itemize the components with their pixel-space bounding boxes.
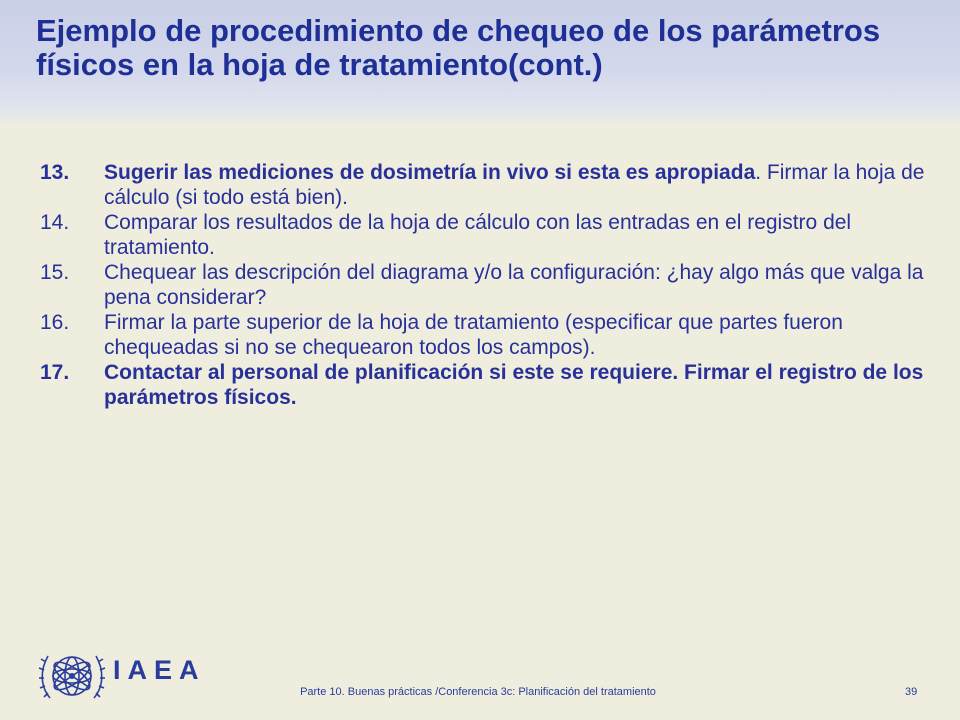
item-plain-text: Chequear las descripción del diagrama y/o la configuración: ¿hay algo más que valga la pena considerar? bbox=[104, 261, 924, 309]
iaea-emblem-icon bbox=[38, 640, 106, 706]
procedure-list bbox=[40, 160, 930, 410]
item-bold-text: Contactar al personal de planificación si este se requiere. Firmar el registro de los parámetros físicos. bbox=[104, 361, 924, 409]
item-number: 14. bbox=[40, 211, 70, 234]
list-item bbox=[40, 210, 930, 260]
item-bold-text: Sugerir las mediciones de dosimetría in vivo si esta es apropiada bbox=[104, 161, 756, 184]
item-text bbox=[104, 160, 930, 210]
item-text bbox=[104, 260, 930, 310]
list-item bbox=[40, 160, 930, 210]
item-text bbox=[104, 210, 930, 260]
item-plain-text: Firmar la parte superior de la hoja de tratamiento (especificar que partes fueron chequeadas si no se chequearon todos los campos). bbox=[104, 311, 843, 359]
item-number: 16. bbox=[40, 311, 70, 334]
item-number: 15. bbox=[40, 261, 70, 284]
item-number: 17. bbox=[40, 361, 70, 384]
item-text bbox=[104, 310, 930, 360]
item-plain-text: . Firmar la hoja de cálculo (si todo está bien). bbox=[104, 161, 925, 209]
list-item bbox=[40, 310, 930, 360]
page-number: 39 bbox=[905, 686, 918, 698]
item-plain-text: Comparar los resultados de la hoja de cálculo con las entradas en el registro del tratamiento. bbox=[104, 211, 852, 259]
list-item bbox=[40, 360, 930, 410]
item-text bbox=[104, 360, 930, 410]
item-number: 13. bbox=[40, 161, 70, 184]
page-title: Ejemplo de procedimiento de chequeo de los parámetros físicos en la hoja de tratamiento(cont.) bbox=[36, 13, 881, 82]
iaea-logo-text: IAEA bbox=[113, 655, 206, 685]
footer-text: Parte 10. Buenas prácticas /Conferencia 3c: Planificación del tratamiento bbox=[300, 686, 656, 698]
list-item bbox=[40, 260, 930, 310]
